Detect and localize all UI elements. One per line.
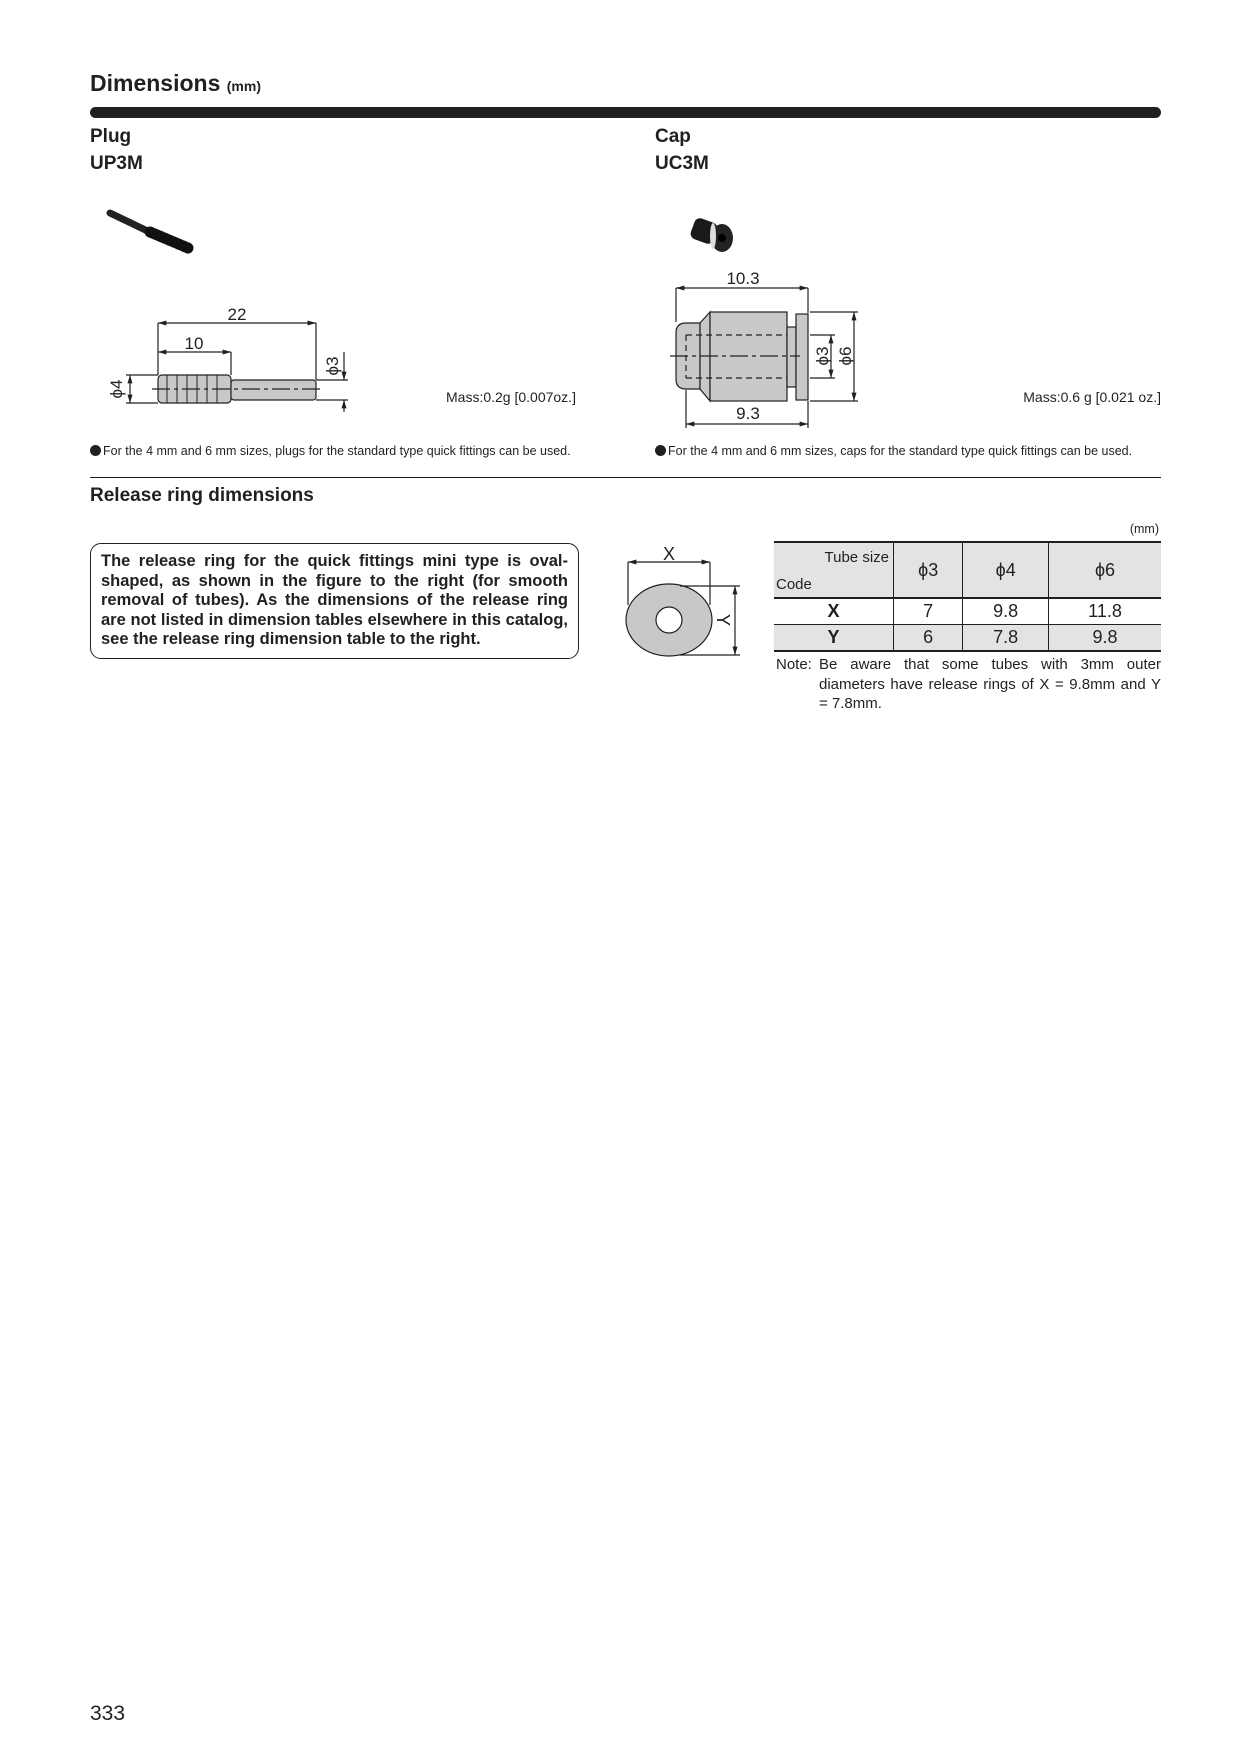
cap-note [655,444,1132,458]
title-unit: (mm) [226,78,261,94]
bullet-icon [90,445,101,456]
plug-note [90,444,571,458]
ring-y-label: Y [713,613,733,627]
cap-model: UC3M [655,153,709,174]
plug-drawing [126,323,348,412]
table-unit: (mm) [1129,522,1159,536]
note-label: Note: [776,656,812,673]
table-row [774,625,1161,652]
column-header: ϕ4 [963,542,1049,598]
release-ring-title: Release ring dimensions [90,485,314,506]
plug-dim-phi4: ϕ4 [107,379,126,399]
note-text: Be aware that some tubes with 3mm outer diameters have release rings of X = 9.8mm and Y = 7.8mm. [819,656,1161,712]
plug-mass: Mass:0.2g [0.007oz.] [446,389,576,405]
plug-dim-10: 10 [184,334,204,353]
cell: 9.8 [1048,625,1161,652]
plug-photo [110,213,188,248]
corner-code: Code [776,576,812,593]
release-ring-description: The release ring for the quick fittings mini type is oval-shaped, as shown in the figure to the right (for smooth removal of tubes). As the dimensions of the release ring are not listed in dimension tables elsewhere in this catalog, see the release ring dimension table to the right. [90,543,579,659]
cap-mass: Mass:0.6 g [0.021 oz.] [1023,389,1161,405]
plug-model: UP3M [90,153,143,174]
cell: 9.8 [963,598,1049,625]
release-ring-table [774,541,1161,652]
cap-dim-phi3: ϕ3 [813,346,832,366]
plug-dim-22: 22 [227,305,247,324]
corner-header [774,542,894,598]
cell: 7 [894,598,963,625]
bullet-icon [655,445,666,456]
cell: 11.8 [1048,598,1161,625]
table-header-row [774,542,1161,598]
cap-dim-10-3: 10.3 [726,269,760,288]
title-text: Dimensions [90,70,221,96]
plug-dim-phi3: ϕ3 [323,356,342,376]
row-code: Y [774,625,894,652]
cap-dim-phi6: ϕ6 [836,346,855,366]
plug-category: Plug [90,126,132,147]
cap-category: Cap [655,126,691,147]
cap-photo [689,217,733,252]
table-row [774,598,1161,625]
column-header: ϕ6 [1048,542,1161,598]
corner-tube-size: Tube size [824,549,889,566]
row-code: X [774,598,894,625]
table-note [776,655,1161,714]
section-divider [90,477,1161,478]
ring-x-label: X [662,544,676,564]
release-ring-figure [626,562,740,656]
cap-dim-9-3: 9.3 [736,404,760,423]
column-header: ϕ3 [894,542,963,598]
cell: 7.8 [963,625,1049,652]
plug-note-text: For the 4 mm and 6 mm sizes, plugs for the standard type quick fittings can be used. [103,444,571,458]
cap-note-text: For the 4 mm and 6 mm sizes, caps for the standard type quick fittings can be used. [668,444,1133,458]
cell: 6 [894,625,963,652]
page-number: 333 [90,1702,126,1725]
